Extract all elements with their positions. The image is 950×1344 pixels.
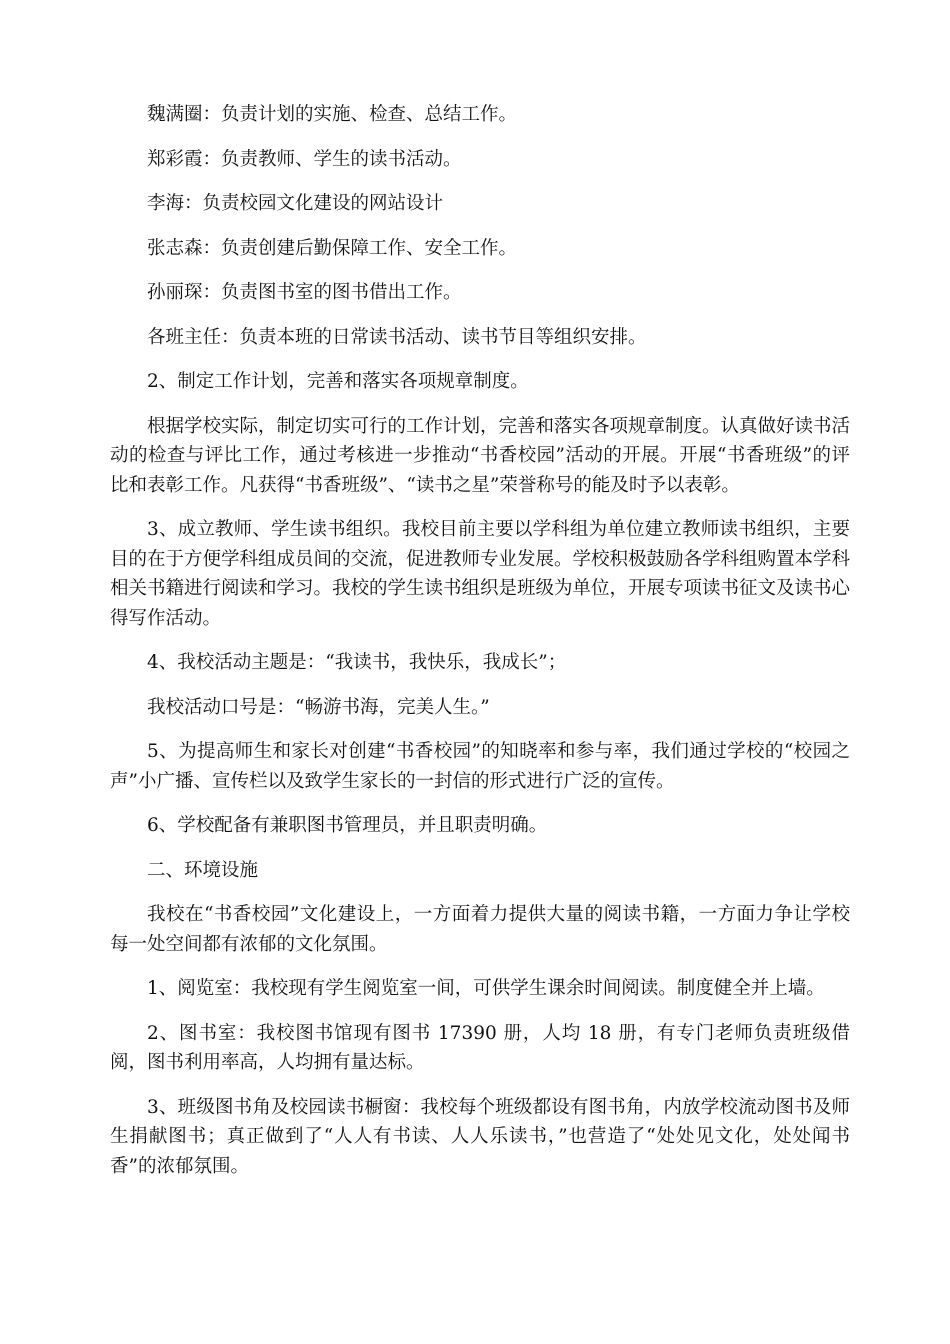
section-heading-environment: 二、环境设施 (147, 859, 259, 881)
paragraph-staff-wei: 魏满圈：负责计划的实施、检查、总结工作。 (147, 104, 518, 125)
paragraph-item-3: 3、成立教师、学生读书组织。我校目前主要以学科组为单位建立教师读书组织，主要目的在于方便学科组成员间的交流，促进教师专业发展。学校积极鼓励各学科组购置本学科相关书籍进行阅读和学习。我校的学生读书组织是班级为单位，开展专项读书征文及读书心得写作活动。 (110, 519, 851, 629)
paragraph-environment-intro: 我校在“书香校园”文化建设上，一方面着力提供大量的阅读书籍，一方面力争让学校每一处空间都有浓郁的文化氛围。 (110, 904, 850, 955)
paragraph-item-6: 6、学校配备有兼职图书管理员，并且职责明确。 (147, 815, 548, 836)
paragraph-staff-sun: 孙丽琛：负责图书室的图书借出工作。 (147, 282, 462, 303)
paragraph-item-2-heading: 2、制定工作计划，完善和落实各项规章制度。 (147, 371, 529, 392)
paragraph-book-corner: 3、班级图书角及校园读书橱窗：我校每个班级都设有图书角，内放学校流动图书及师生捐献图书；真正做到了“人人有书读、人人乐读书，”也营造了“处处见文化，处处闻书香”的浓郁氛围。 (110, 1096, 850, 1177)
document-body (110, 100, 850, 1196)
paragraph-item-4-slogan: 我校活动口号是：“畅游书海，完美人生。” (147, 696, 490, 718)
paragraph-staff-zhang: 张志森：负责创建后勤保障工作、安全工作。 (147, 237, 518, 259)
paragraph-library: 2、图书室：我校图书馆现有图书 17390 册，人均 18 册，有专门老师负责班级借阅，图书利用率高，人均拥有量达标。 (110, 1022, 850, 1073)
paragraph-reading-room: 1、阅览室：我校现有学生阅览室一间，可供学生课余时间阅读。制度健全并上墙。 (147, 978, 825, 999)
paragraph-item-4-theme: 4、我校活动主题是：“我读书，我快乐，我成长”； (147, 652, 567, 673)
paragraph-item-2-body: 根据学校实际，制定切实可行的工作计划，完善和落实各项规章制度。认真做好读书活动的检查与评比工作，通过考核进一步推动“书香校园”活动的开展。开展“书香班级”的评比和表彰工作。凡获得“书香班级”、“读书之星”荣誉称号的能及时予以表彰。 (110, 415, 851, 496)
paragraph-staff-li: 李海：负责校园文化建设的网站设计 (147, 193, 444, 214)
paragraph-staff-zheng: 郑彩霞：负责教师、学生的读书活动。 (147, 148, 462, 170)
paragraph-item-5: 5、为提高师生和家长对创建“书香校园”的知晓率和参与率，我们通过学校的“校园之声”小广播、宣传栏以及致学生家长的一封信的形式进行广泛的宣传。 (110, 741, 850, 792)
paragraph-class-teachers: 各班主任：负责本班的日常读书活动、读书节目等组织安排。 (147, 326, 647, 348)
